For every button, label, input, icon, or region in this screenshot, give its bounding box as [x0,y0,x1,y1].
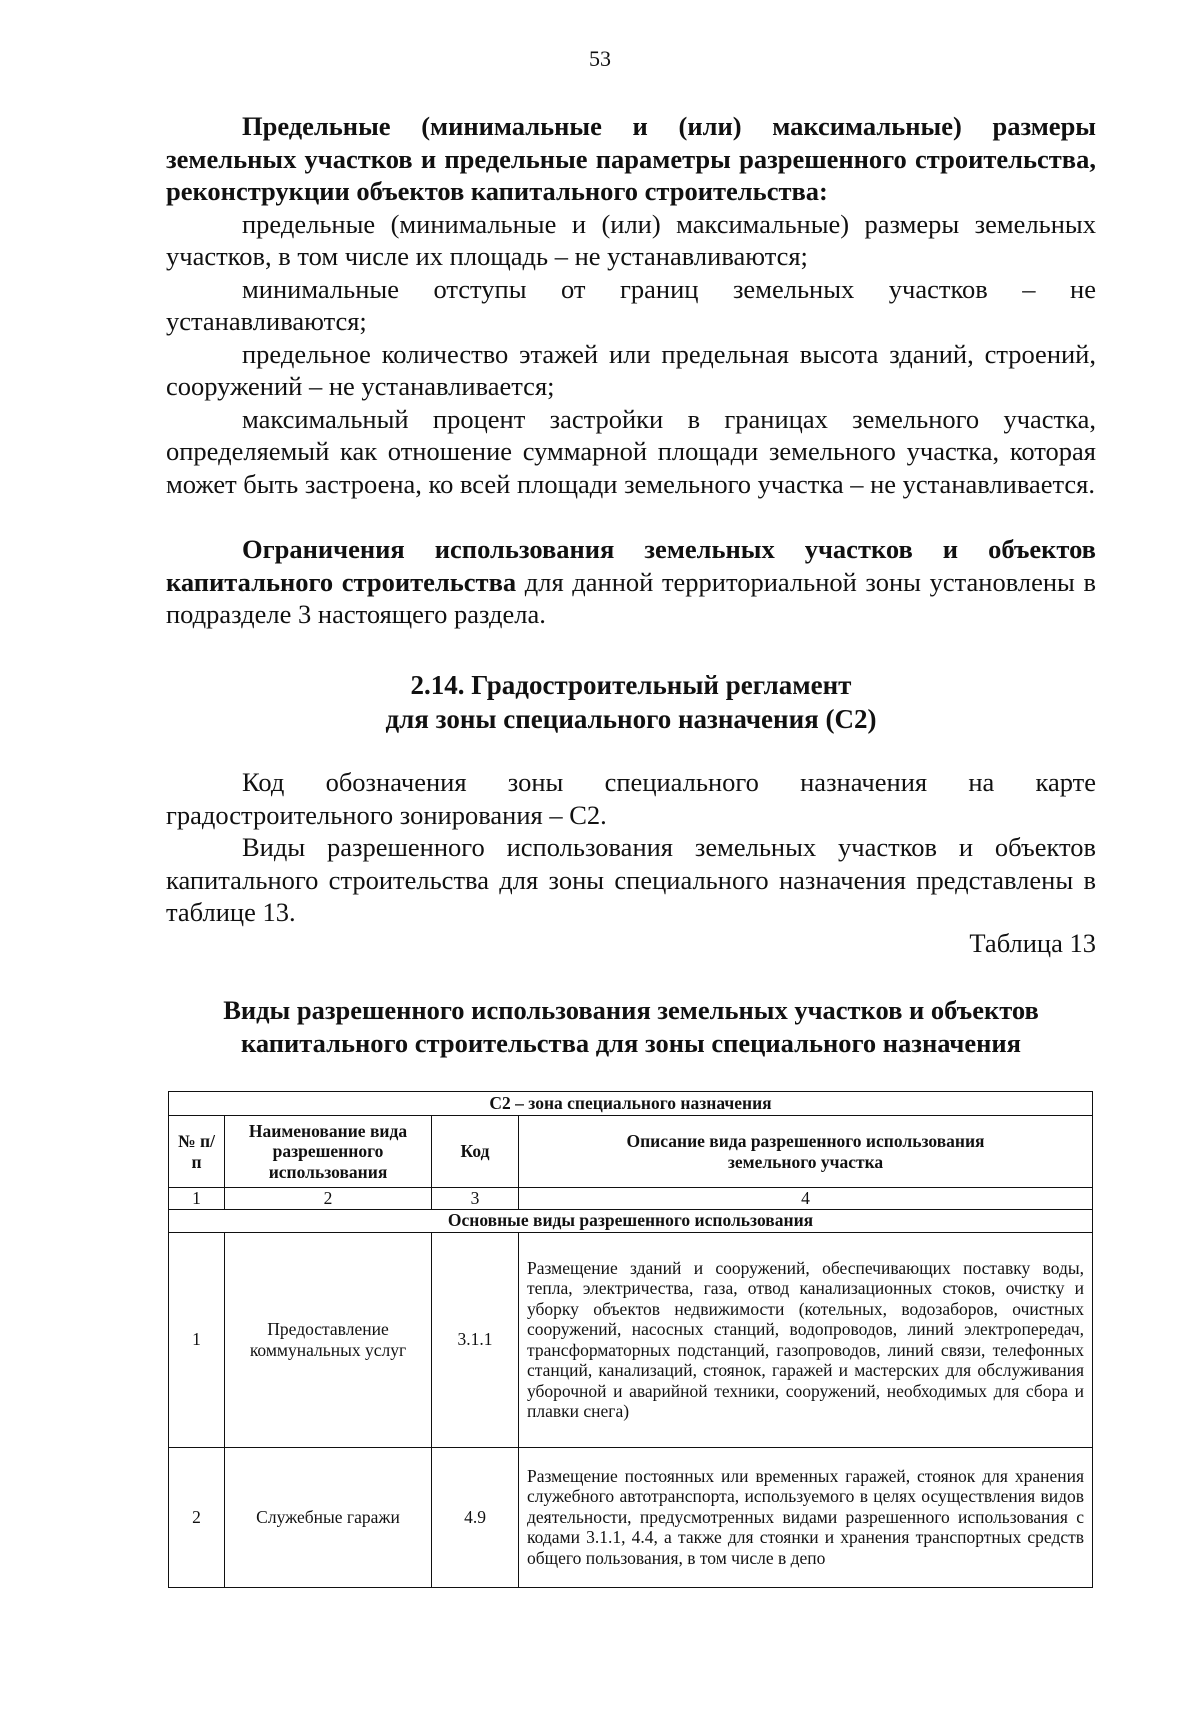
column-number-3: 3 [432,1188,519,1210]
table-title-line-1: Виды разрешенного использования земельных участков и объектов [223,995,1039,1025]
zone-intro-block [166,766,1096,929]
page-number: 53 [589,46,611,71]
table-group-row [169,1209,1093,1232]
header-description: Описание вида разрешенного использования земельного участка [519,1116,1093,1188]
table-header-row [169,1116,1093,1188]
header-name: Наименование вида разрешенного использования [225,1116,432,1188]
section-heading-line-2: для зоны специального назначения (С2) [385,704,877,734]
restrictions-bold-text: Ограничения использования земельных участков и объектов капитального строительства [166,534,1096,597]
table-row [169,1232,1093,1447]
parameter-setbacks: минимальные отступы от границ земельных участков – не устанавливаются; [166,273,1096,336]
table-group-header: Основные виды разрешенного использования [169,1209,1093,1232]
regulation-parameters-block [166,110,1096,500]
section-heading-line-1: 2.14. Градостроительный регламент [410,670,852,700]
parameters-heading: Предельные (минимальные и (или) максимальные) размеры земельных участков и предельные параметры разрешенного строительства, реконструкции объектов капитального строительства: [166,111,1096,206]
table-zone-header-row [169,1092,1093,1116]
row-1-num: 1 [169,1232,225,1447]
section-heading [166,668,1096,736]
table-row [169,1447,1093,1587]
zone-code-paragraph: Код обозначения зоны специального назначения на карте градостроительного зонирования – С2. [166,767,1096,830]
column-number-4: 4 [519,1188,1093,1210]
table-label: Таблица 13 [969,928,1096,958]
column-number-2: 2 [225,1188,432,1210]
table-column-numbers-row [169,1188,1093,1210]
header-num: № п/п [169,1116,225,1188]
table-zone-header: С2 – зона специального назначения [169,1092,1093,1116]
restrictions-text: для данной территориальной зоны установлены в подразделе 3 настоящего раздела. [166,566,1096,629]
row-1-description: Размещение зданий и сооружений, обеспечивающих поставку воды, тепла, электричества, газа, отвод канализационных стоков, очистку и уборку объектов недвижимости (котельных, водозаборов, очистных сооружений, насосных станций, водопроводов, линий электропередач, трансформаторных подстанций, газопроводов, линий связи, телефонных станций, канализаций, стоянок, гаражей и мастерских для обслуживания уборочной и аварийной техники, сооружений, необходимых для сбора и плавки снега) [519,1232,1093,1447]
row-2-name: Служебные гаражи [225,1447,432,1587]
zone-uses-paragraph: Виды разрешенного использования земельных участков и объектов капитального строительства для зоны специального назначения представлены в таблице 13. [166,832,1096,927]
table-title-line-2: капитального строительства для зоны специального назначения [241,1028,1021,1058]
parameter-floors: предельное количество этажей или предельная высота зданий, строений, сооружений – не устанавливается; [166,338,1096,401]
row-1-name: Предоставление коммунальных услуг [225,1232,432,1447]
parameter-coverage: максимальный процент застройки в границах земельного участка, определяемый как отношение суммарной площади земельного участка, которая может быть застроена, ко всей площади земельного участка – не устанавливается. [166,403,1096,499]
restrictions-block [166,533,1096,631]
row-2-code: 4.9 [432,1447,519,1587]
parameter-land-size: предельные (минимальные и (или) максимальные) размеры земельных участков, в том числе их площадь – не устанавливаются; [166,208,1096,271]
table-title [166,994,1096,1060]
restrictions-paragraph [166,533,1096,631]
row-2-description: Размещение постоянных или временных гаражей, стоянок для хранения служебного автотранспорта, используемого в целях осуществления видов деятельности, предусмотренных видами разрешенного использования с кодами 3.1.1, 4.4, а также для стоянки и хранения транспортных средств общего пользования, в том числе в депо [519,1447,1093,1587]
permitted-uses-table [168,1091,1093,1588]
header-code: Код [432,1116,519,1188]
row-2-num: 2 [169,1447,225,1587]
row-1-code: 3.1.1 [432,1232,519,1447]
column-number-1: 1 [169,1188,225,1210]
